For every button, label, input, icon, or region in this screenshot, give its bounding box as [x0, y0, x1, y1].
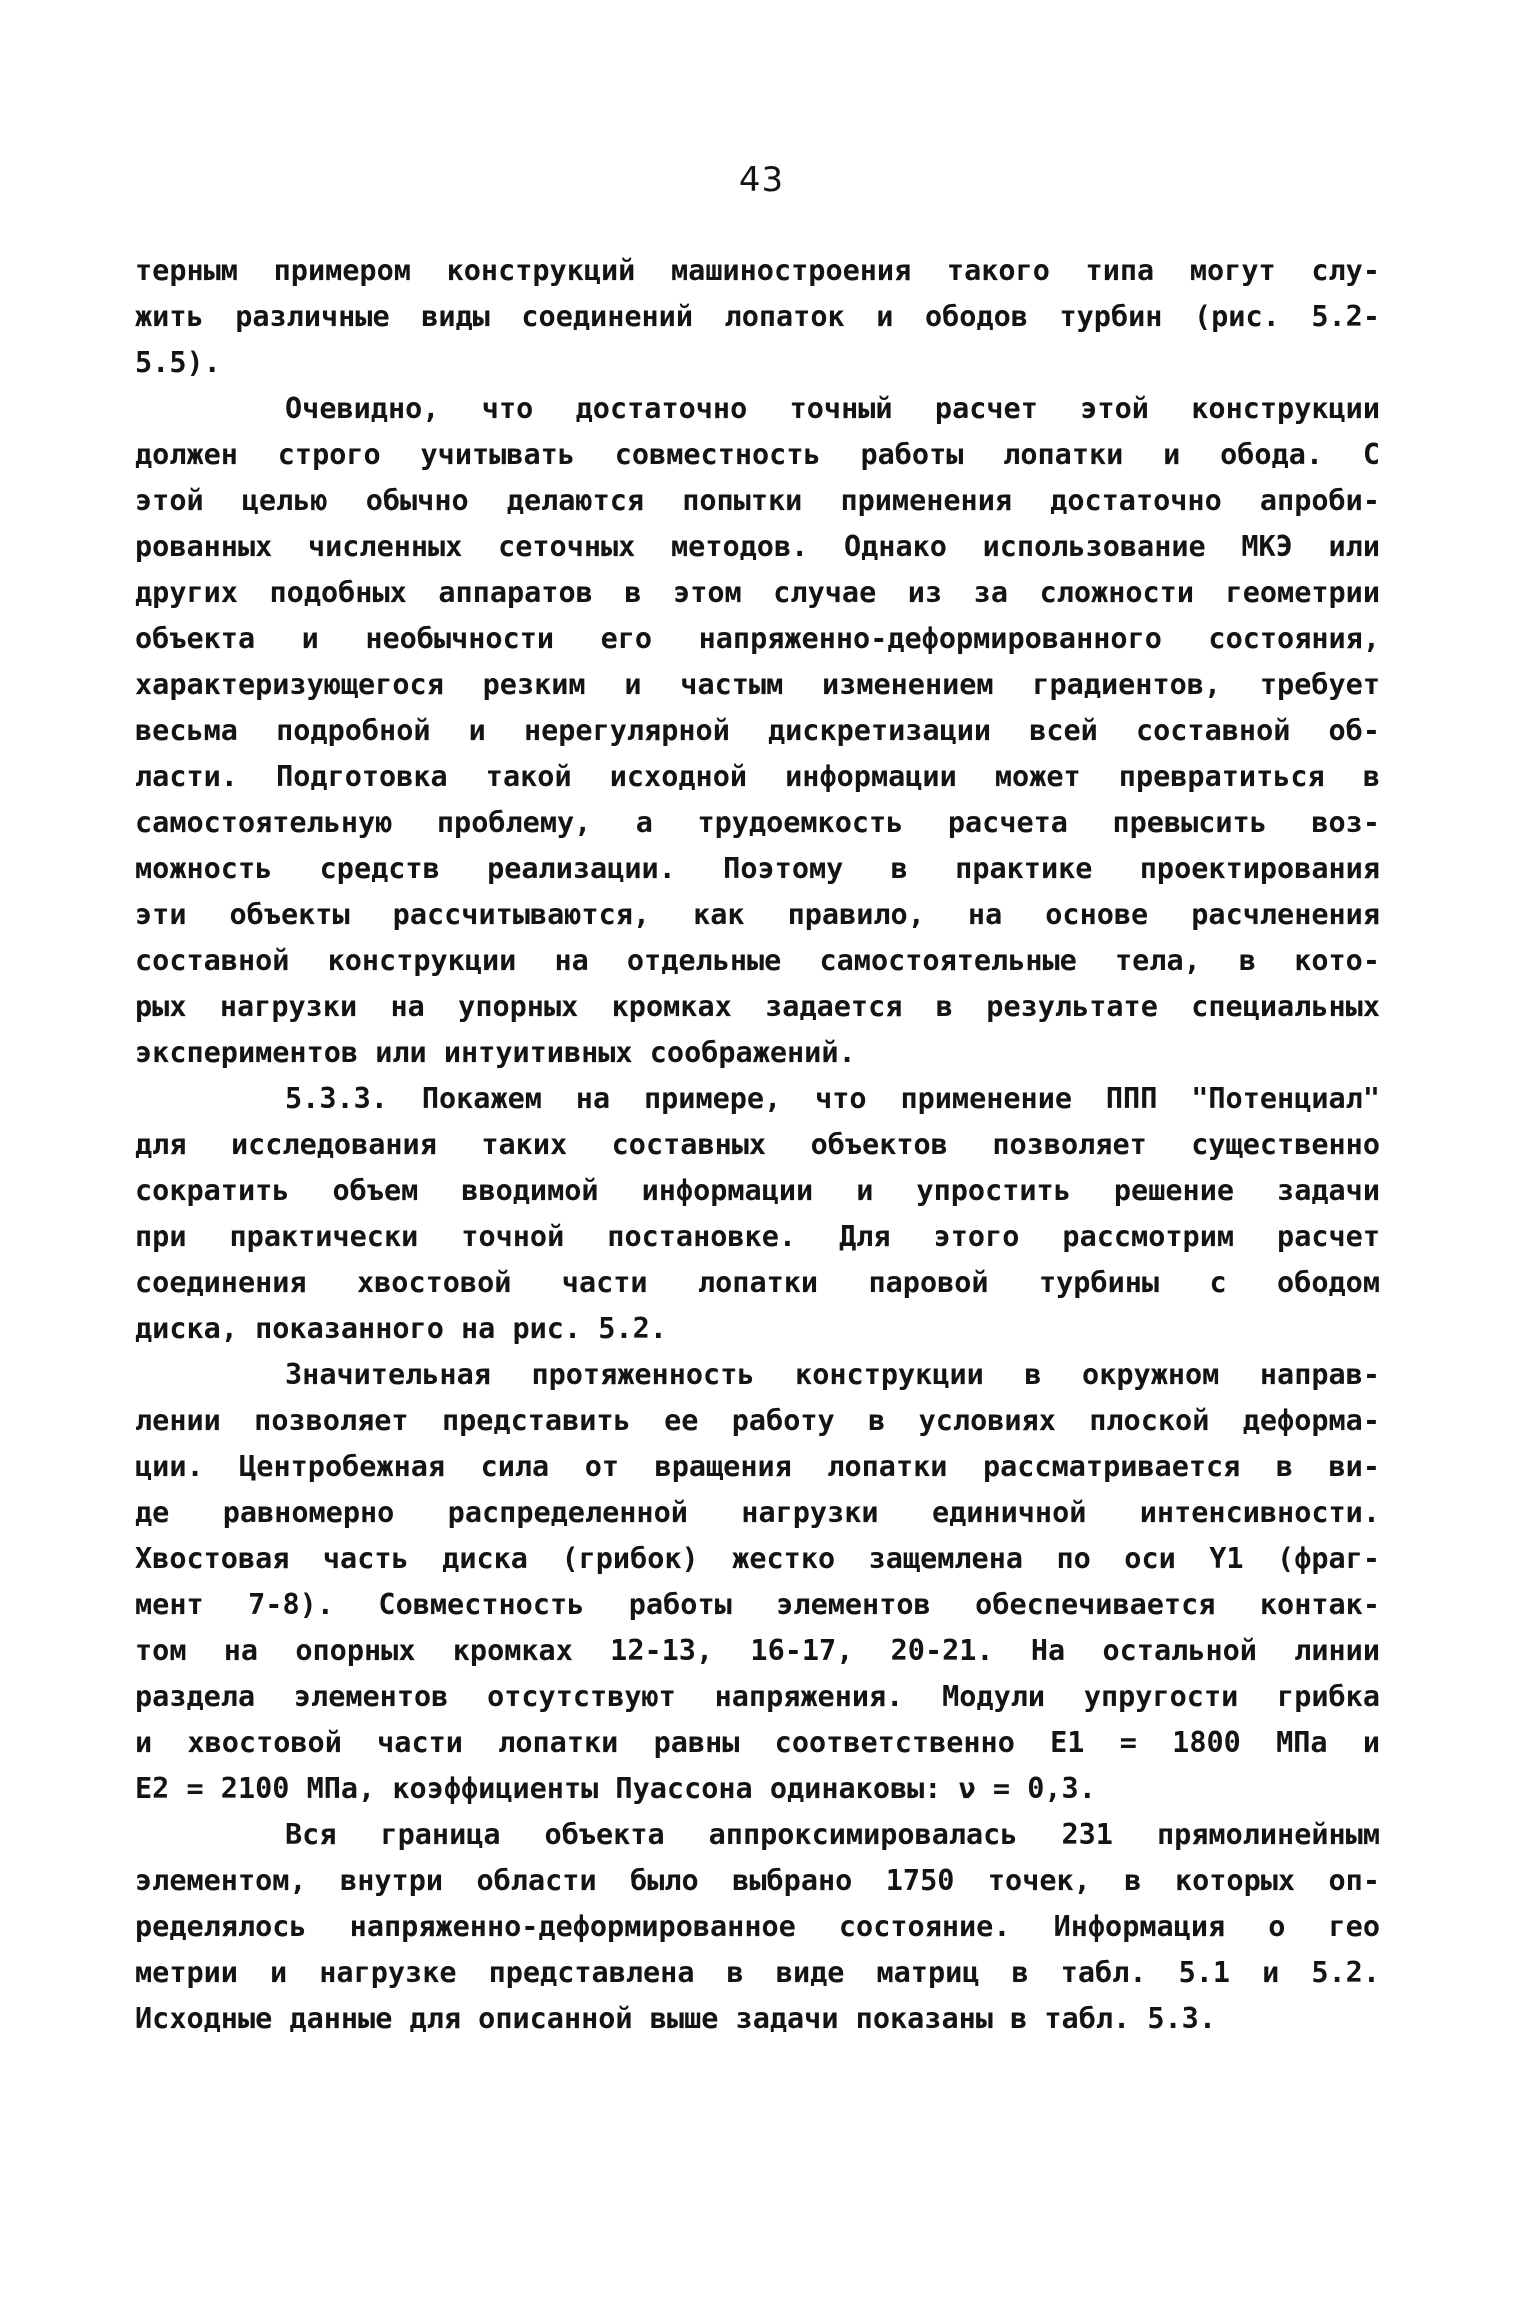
text-line: метрии и нагрузке представлена в виде матриц в табл. 5.1 и 5.2. — [135, 1956, 1380, 1989]
text-line: раздела элементов отсутствуют напряжения. Модули упругости грибка — [135, 1680, 1380, 1713]
text-line: терным примером конструкций машиностроения такого типа могут слу- — [135, 254, 1380, 287]
text-line: рованных численных сеточных методов. Однако использование МКЭ или — [135, 530, 1380, 563]
text-line: элементом, внутри области было выбрано 1750 точек, в которых оп- — [135, 1864, 1380, 1897]
text-line: мент 7-8). Совместность работы элементов обеспечивается контак- — [135, 1588, 1380, 1621]
text-line: этой целью обычно делаются попытки применения достаточно апроби- — [135, 484, 1380, 517]
text-line: можность средств реализации. Поэтому в практике проектирования — [135, 852, 1380, 885]
text-line: сократить объем вводимой информации и упростить решение задачи — [135, 1174, 1380, 1207]
text-line: характеризующегося резким и частым изменением градиентов, требует — [135, 668, 1380, 701]
text-line: других подобных аппаратов в этом случае из за сложности геометрии — [135, 576, 1380, 609]
text-line: Хвостовая часть диска (грибок) жестко защемлена по оси Y1 (фраг- — [135, 1542, 1380, 1575]
text-line: эти объекты рассчитываются, как правило, на основе расчленения — [135, 898, 1380, 931]
text-line: де равномерно распределенной нагрузки единичной интенсивности. — [135, 1496, 1380, 1529]
text-line: ласти. Подготовка такой исходной информации может превратиться в — [135, 760, 1380, 793]
text-line: лении позволяет представить ее работу в условиях плоской деформа- — [135, 1404, 1380, 1437]
text-line: составной конструкции на отдельные самостоятельные тела, в кото- — [135, 944, 1380, 977]
text-line: 5.3.3. Покажем на примере, что применение ППП "Потенциал" — [285, 1082, 1380, 1115]
text-line: 5.5). — [135, 346, 221, 379]
text-line: для исследования таких составных объектов позволяет существенно — [135, 1128, 1380, 1161]
text-line: жить различные виды соединений лопаток и ободов турбин (рис. 5.2- — [135, 300, 1380, 333]
text-line: диска, показанного на рис. 5.2. — [135, 1312, 667, 1345]
text-line: том на опорных кромках 12-13, 16-17, 20-21. На остальной линии — [135, 1634, 1380, 1667]
text-line: экспериментов или интуитивных соображений. — [135, 1036, 856, 1069]
text-line: должен строго учитывать совместность работы лопатки и обода. С — [135, 438, 1380, 471]
text-line: соединения хвостовой части лопатки паровой турбины с ободом — [135, 1266, 1380, 1299]
text-line: Вся граница объекта аппроксимировалась 231 прямолинейным — [285, 1818, 1380, 1851]
text-line: Очевидно, что достаточно точный расчет этой конструкции — [285, 392, 1380, 425]
text-line: E2 = 2100 МПа, коэффициенты Пуассона одинаковы: ν = 0,3. — [135, 1772, 1096, 1805]
text-line: ции. Центробежная сила от вращения лопатки рассматривается в ви- — [135, 1450, 1380, 1483]
page-number: 43 — [738, 160, 785, 200]
text-line: ределялось напряженно-деформированное состояние. Информация о гео — [135, 1910, 1380, 1943]
body-text — [135, 248, 1380, 2042]
text-line: Значительная протяженность конструкции в окружном направ- — [285, 1358, 1380, 1391]
text-line: рых нагрузки на упорных кромках задается в результате специальных — [135, 990, 1380, 1023]
text-line: и хвостовой части лопатки равны соответственно E1 = 1800 МПа и — [135, 1726, 1380, 1759]
text-line: при практически точной постановке. Для этого рассмотрим расчет — [135, 1220, 1380, 1253]
text-line: весьма подробной и нерегулярной дискретизации всей составной об- — [135, 714, 1380, 747]
text-line: Исходные данные для описанной выше задачи показаны в табл. 5.3. — [135, 2002, 1216, 2035]
text-line: объекта и необычности его напряженно-деформированного состояния, — [135, 622, 1380, 655]
text-line: самостоятельную проблему, а трудоемкость расчета превысить воз- — [135, 806, 1380, 839]
